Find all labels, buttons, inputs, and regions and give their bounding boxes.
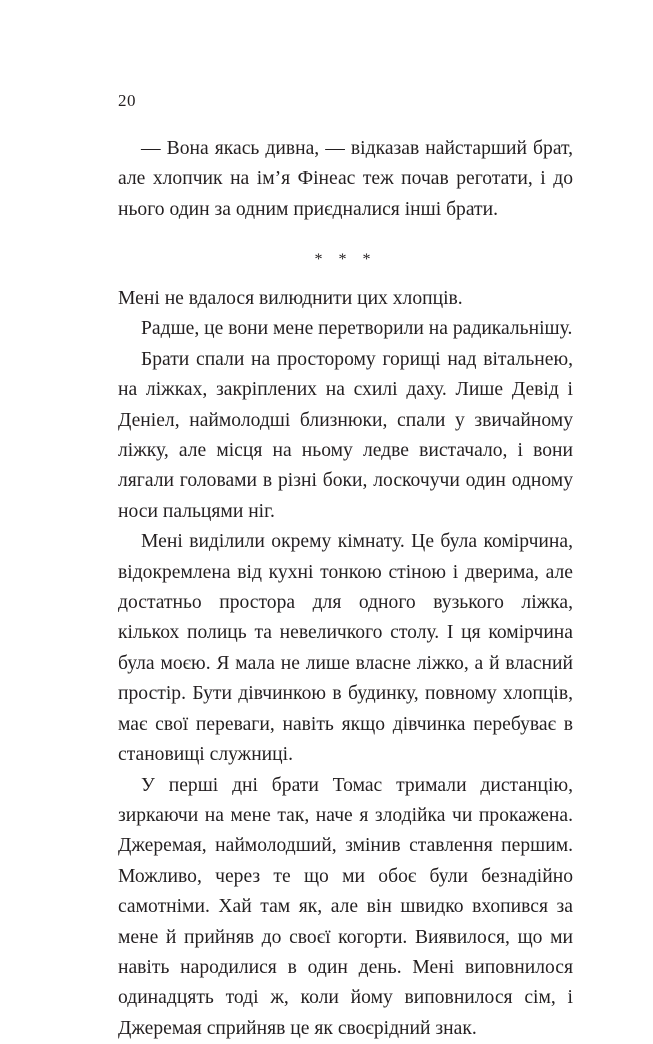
paragraph: Мені не вдалося вилюднити цих хлопців. <box>118 284 573 314</box>
paragraph: Радше, це вони мене перетворили на радикальнішу. <box>118 314 573 344</box>
text-block-dialogue <box>118 134 573 225</box>
paragraph: Брати спали на просторому горищі над вітальнею, на ліжках, закріплених на схилі даху. Лише Девід і Деніел, наймолодші близнюки, спали у звичайному ліжку, але місця на ньому ледве вистачало, і вони лягали головами в різні боки, лоскочучи один одному носи пальцями ніг. <box>118 345 573 527</box>
paragraph: — Вона якась дивна, — відказав найстарший брат, але хлопчик на ім’я Фінеас теж почав реготати, і до нього один за одним приєдналися інші брати. <box>118 134 573 225</box>
paragraph: У перші дні брати Томас тримали дистанцію, зиркаючи на мене так, наче я злодійка чи прокажена. Джеремая, наймолодший, змінив ставлення першим. Можливо, через те що ми обоє були безнадійно самотніми. Хай там як, але він швидко вхопився за мене й прийняв до своєї когорти. Виявилося, що ми навіть народилися в один день. Мені виповнилося одинадцять тоді ж, коли йому виповнилося сім, і Джеремая сприйняв це як своєрідний знак. <box>118 771 573 1044</box>
page-number: 20 <box>118 91 136 111</box>
paragraph: Мені виділили окрему кімнату. Це була комірчина, відокремлена від кухні тонкою стіною і дверима, але достатньо простора для одного вузького ліжка, кількох полиць та невеличкого столу. І ця комірчина була моєю. Я мала не лише власне ліжко, а й власний простір. Бути дівчинкою в будинку, повному хлопців, має свої переваги, навіть якщо дівчинка перебуває в становищі служниці. <box>118 527 573 770</box>
scene-break: * * * <box>118 250 573 270</box>
text-block-narrative <box>118 284 573 1044</box>
